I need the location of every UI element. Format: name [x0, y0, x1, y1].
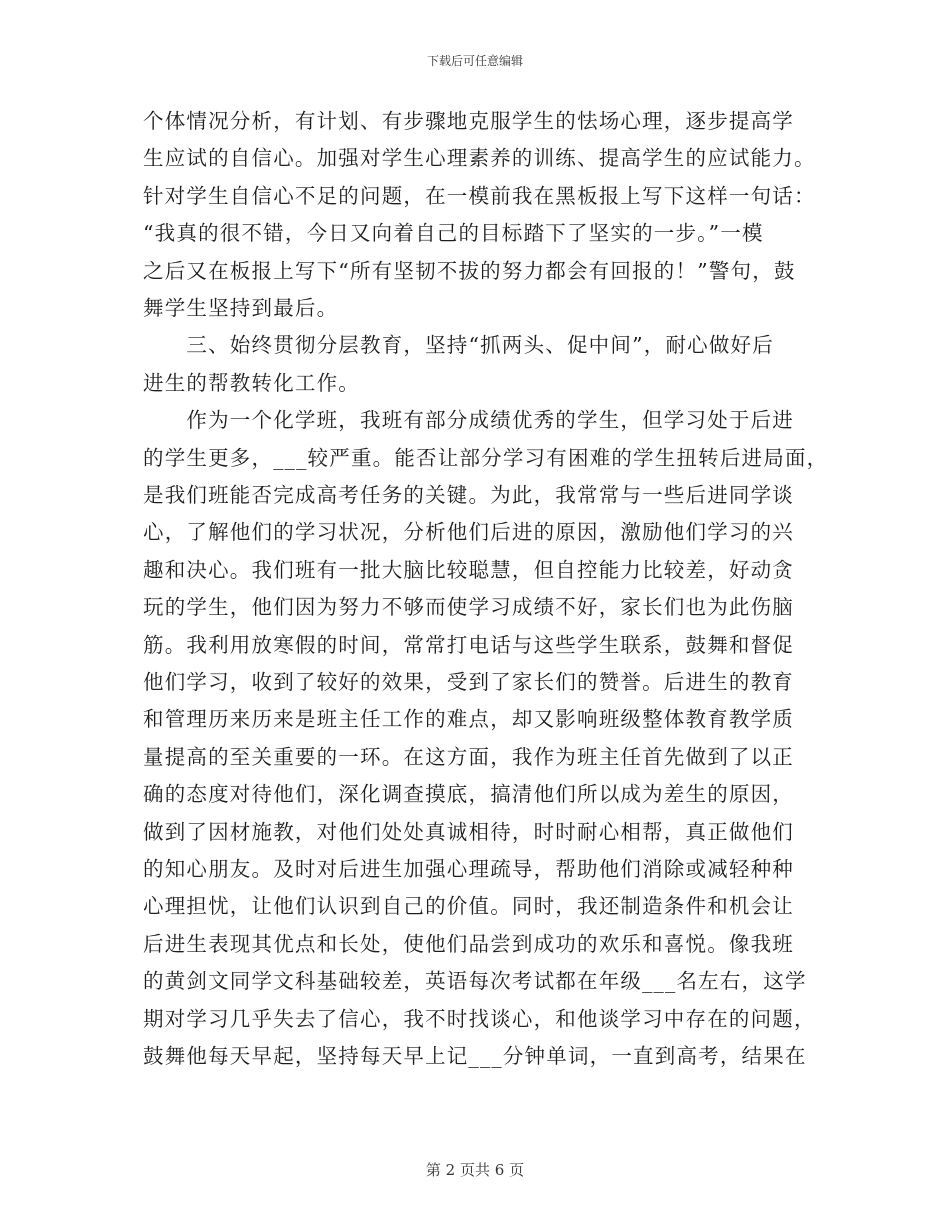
text-line: 针对学生自信心不足的问题，在一模前我在黑板报上写下这样一句话： [143, 183, 816, 208]
text-line: 的学生更多，___较严重。能否让部分学习有困难的学生扭转后进局面， [143, 445, 829, 470]
text-line: 心理担忧，让他们认识到自己的价值。同时，我还制造条件和机会让 [143, 894, 794, 919]
text-line: 作为一个化学班，我班有部分成绩优秀的学生，但学习处于后进 [143, 408, 794, 433]
page-footer: 第 2 页共 6 页 [425, 1161, 525, 1179]
text-line: 筋。我利用放寒假的时间，常常打电话与这些学生联系，鼓舞和督促 [143, 632, 794, 657]
text-line: 三、始终贯彻分层教育，坚持“抓两头、促中间”，耐心做好后 [143, 333, 774, 358]
text-line: “我真的很不错，今日又向着自己的目标踏下了坚实的一步。”一模 [143, 221, 764, 246]
text-line: 确的态度对待他们，深化调查摸底，搞清他们所以成为差生的原因， [143, 782, 794, 807]
text-line: 的黄剑文同学文科基础较差，英语每次考试都在年级___名左右，这学 [143, 969, 807, 994]
text-line: 舞学生坚持到最后。 [143, 296, 339, 320]
text-line: 个体情况分析，有计划、有步骤地克服学生的怯场心理，逐步提高学 [143, 109, 794, 133]
text-line: 心，了解他们的学习状况，分析他们后进的原因，激励他们学习的兴 [143, 520, 794, 545]
text-line: 是我们班能否完成高考任务的关键。为此，我常常与一些后进同学谈 [143, 483, 794, 507]
text-line: 生应试的自信心。加强对学生心理素养的训练、提高学生的应试能力。 [143, 146, 816, 171]
text-line: 和管理历来历来是班主任工作的难点，却又影响班级整体教育教学质 [143, 707, 794, 732]
text-line: 进生的帮教转化工作。 [143, 370, 360, 395]
text-line: 他们学习，收到了较好的效果，受到了家长们的赞誉。后进生的教育 [143, 670, 794, 694]
text-line: 鼓舞他每天早起，坚持每天早上记___分钟单词，一直到高考，结果在 [143, 1044, 807, 1068]
page-header: 下载后可任意编辑 [426, 54, 523, 68]
text-line: 做到了因材施教，对他们处处真诚相待，时时耐心相帮，真正做他们 [143, 819, 794, 844]
text-line: 的知心朋友。及时对后进生加强心理疏导，帮助他们消除或减轻种种 [143, 857, 794, 881]
text-line: 趣和决心。我们班有一批大脑比较聪慧，但自控能力比较差，好动贪 [143, 557, 794, 582]
text-line: 期对学习几乎失去了信心，我不时找谈心，和他谈学习中存在的问题， [143, 1006, 816, 1031]
text-line: 量提高的至关重要的一环。在这方面，我作为班主任首先做到了以正 [143, 744, 794, 769]
text-line: 玩的学生，他们因为努力不够而使学习成绩不好，家长们也为此伤脑 [143, 595, 794, 620]
text-line: 后进生表现其优点和长处，使他们品尝到成功的欢乐和喜悦。像我班 [143, 931, 794, 956]
text-line: 之后又在板报上写下“所有坚韧不拔的努力都会有回报的！”警句，鼓 [143, 258, 796, 283]
